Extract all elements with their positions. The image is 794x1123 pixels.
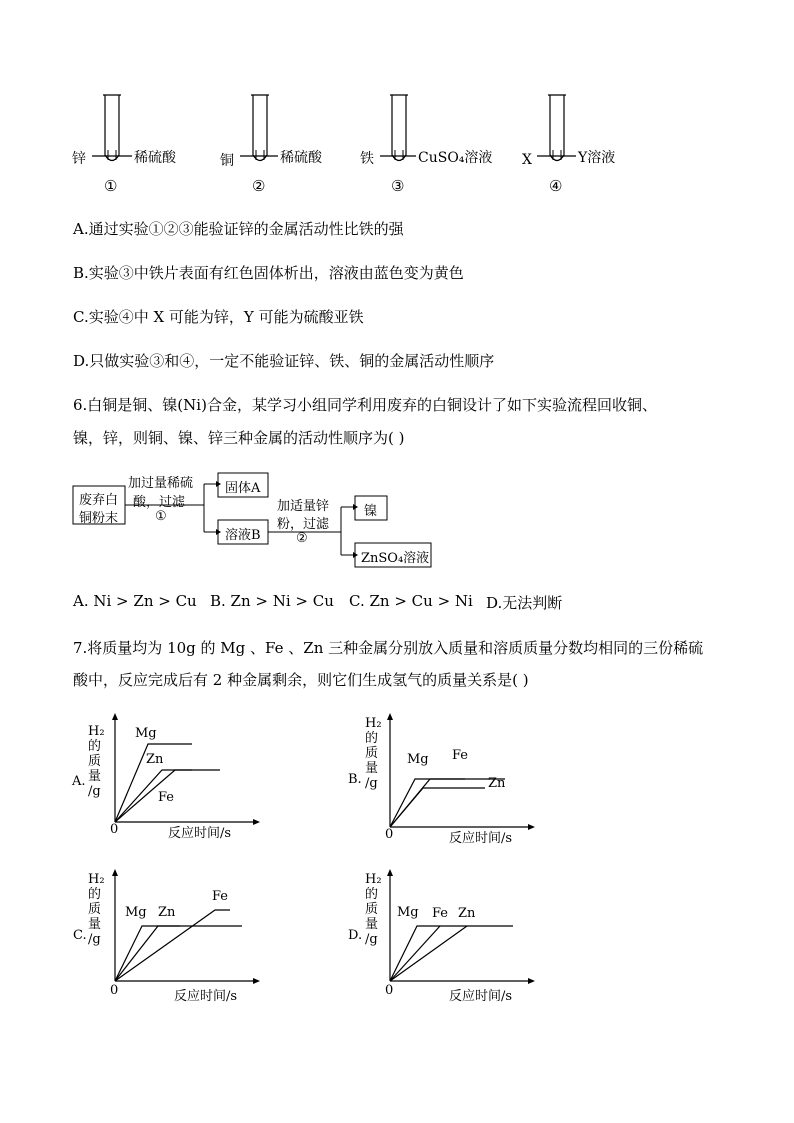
- graph-b-ylabel: H₂ 的 质 量 /g: [365, 716, 382, 791]
- graph-d-zn-line: [390, 926, 467, 981]
- tube2-number: ②: [252, 177, 266, 195]
- graph-a-xlabel: 反应时间/s: [168, 826, 232, 841]
- q6-stem-line1: 6.白铜是铜、镍(Ni)合金，某学习小组同学利用废弃的白铜设计了如下实验流程回收铜、: [73, 396, 657, 414]
- flow-step1-line2: 酸，过滤: [133, 495, 186, 510]
- graph-b: [345, 712, 545, 847]
- graph-a-origin: 0: [110, 822, 119, 837]
- graph-d-option: D.: [348, 928, 363, 943]
- q5-option-d: D.只做实验③和④，一定不能验证锌、铁、铜的金属活动性顺序: [73, 352, 495, 370]
- graph-a-label-fe: Fe: [158, 790, 175, 805]
- graph-d-ylabel: H₂ 的 质 量 /g: [365, 872, 382, 947]
- graph-c-option: C.: [73, 928, 87, 943]
- graph-d: [345, 868, 545, 1003]
- q6-option-b: B. Zn > Ni > Cu: [210, 592, 334, 610]
- graph-d-xlabel: 反应时间/s: [449, 989, 513, 1004]
- graph-d-label-zn: Zn: [458, 906, 476, 921]
- flow-start-line2: 铜粉末: [79, 511, 119, 526]
- flow-step1-number: ①: [155, 509, 167, 524]
- q5-option-c: C.实验④中 X 可能为锌，Y 可能为硫酸亚铁: [73, 308, 364, 326]
- flow-solid-a: 固体A: [225, 481, 261, 496]
- test-tube-4: [537, 95, 576, 161]
- graph-b-label-zn: Zn: [488, 776, 506, 791]
- graph-a-label-mg: Mg: [135, 726, 157, 741]
- graph-c-xlabel: 反应时间/s: [174, 989, 238, 1004]
- graph-b-option: B.: [348, 772, 362, 787]
- tube4-solution: Y溶液: [578, 150, 616, 166]
- graph-d-origin: 0: [385, 983, 394, 998]
- q6-stem-line2: 镍，锌，则铜、镍、锌三种金属的活动性顺序为( ): [73, 429, 405, 447]
- tube3-number: ③: [391, 177, 405, 195]
- q7-stem-line1: 7.将质量均为 10g 的 Mg 、Fe 、Zn 三种金属分别放入质量和溶质质量分数均相同的三份稀硫: [73, 639, 704, 657]
- flow-step2-line2: 粉，过滤: [277, 517, 330, 532]
- tube3-solution: CuSO₄溶液: [418, 150, 493, 166]
- test-tube-2: [240, 95, 278, 161]
- tube3-metal: 铁: [360, 151, 374, 167]
- tube2-metal: 铜: [220, 153, 234, 169]
- graph-d-label-mg: Mg: [397, 905, 419, 920]
- graph-b-origin: 0: [385, 827, 394, 842]
- q6-option-c: C. Zn > Cu > Ni: [349, 592, 473, 610]
- test-tube-1: [92, 95, 132, 161]
- tube4-metal: X: [522, 152, 532, 168]
- graph-c-label-fe: Fe: [212, 889, 229, 904]
- tube1-metal: 锌: [72, 151, 86, 167]
- graph-a-label-zn: Zn: [146, 752, 164, 767]
- graph-b-label-fe: Fe: [452, 748, 469, 763]
- graph-c-mg-line: [115, 926, 242, 981]
- tube1-number: ①: [104, 177, 118, 195]
- graph-c-zn-line: [115, 926, 180, 981]
- graph-c-label-mg: Mg: [125, 905, 147, 920]
- flow-znso4: ZnSO₄溶液: [361, 551, 430, 566]
- graph-d-mg-line: [390, 926, 513, 981]
- graph-b-label-mg: Mg: [407, 752, 429, 767]
- flow-solution-b: 溶液B: [225, 528, 261, 543]
- graph-b-xlabel: 反应时间/s: [449, 831, 513, 846]
- graph-c: [70, 868, 270, 1003]
- test-tube-3: [380, 95, 416, 161]
- graph-c-origin: 0: [110, 983, 119, 998]
- graph-d-label-fe: Fe: [432, 906, 449, 921]
- flow-nickel: 镍: [364, 504, 378, 519]
- graph-a-option: A.: [72, 774, 86, 789]
- graph-b-fe-line: [390, 779, 465, 827]
- tube4-number: ④: [549, 177, 563, 195]
- test-tubes-drawing: [0, 0, 794, 200]
- q7-stem-line2: 酸中，反应完成后有 2 种金属剩余，则它们生成氢气的质量关系是( ): [73, 671, 529, 689]
- graph-d-fe-line: [390, 926, 440, 981]
- q6-option-d: D.无法判断: [486, 594, 563, 612]
- graph-c-ylabel: H₂ 的 质 量 /g: [88, 872, 105, 947]
- graph-c-label-zn: Zn: [158, 905, 176, 920]
- graph-b-zn-line: [390, 788, 485, 827]
- q6-option-a: A. Ni > Zn > Cu: [73, 592, 197, 610]
- flow-step2-number: ②: [296, 531, 308, 546]
- flow-start-line1: 废弃白: [79, 493, 119, 508]
- q5-option-b: B.实验③中铁片表面有红色固体析出，溶液由蓝色变为黄色: [73, 264, 464, 282]
- tube2-solution: 稀硫酸: [280, 150, 322, 166]
- flow-step2-line1: 加适量锌: [277, 499, 330, 514]
- flow-step1-line1: 加过量稀硫: [128, 476, 194, 491]
- graph-a-ylabel: H₂ 的 质 量 /g: [88, 724, 105, 799]
- tube1-solution: 稀硫酸: [134, 150, 176, 166]
- q5-option-a: A.通过实验①②③能验证锌的金属活动性比铁的强: [73, 220, 404, 238]
- graph-a: [70, 712, 270, 842]
